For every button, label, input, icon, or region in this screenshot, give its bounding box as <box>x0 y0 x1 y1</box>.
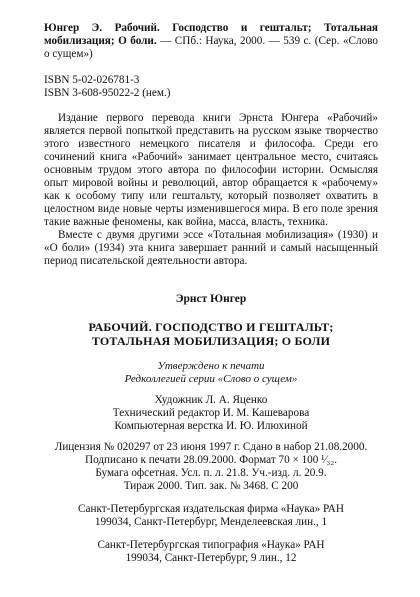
publisher-info <box>44 503 378 529</box>
isbn-block <box>44 74 378 100</box>
annotation-paragraph-1: Издание первого перевода книги Эрнста Юнгера «Рабочий» является первой попыткой представить на русском языке творчество этого известного немецкого писателя и философа. Среди его сочинений книга «Рабочий» занимает центральное место, считаясь основным трудом этого автора по философии истории. Осмысляя опыт мировой войны и революций, автор обращается к «рабочему» как к особому типу или гештальту, который позволяет охватить в целостном виде новые черты изменившегося мира. В его поле зрения такие важные феномены, как война, масса, власть, техника. <box>44 112 378 228</box>
colophon-page <box>44 22 378 565</box>
staff-credits <box>44 394 378 433</box>
license-line-4: Тираж 2000. Тип. зак. № 3468. С 200 <box>123 480 299 492</box>
staff-layout: Компьютерная верстка И. Ю. Илюхиной <box>114 420 308 432</box>
publisher-address: 199034, Санкт-Петербург, Менделеевская лин., 1 <box>94 516 328 528</box>
annotation <box>44 112 378 268</box>
printer-name: Санкт-Петербургская типография «Наука» РАН <box>97 539 325 551</box>
staff-technical-editor: Технический редактор И. М. Кашеварова <box>112 407 310 419</box>
license-line-2: Подписано к печати 28.09.2000. Формат 70 × 100 ¹⁄₃₂. <box>85 454 337 466</box>
book-title-line-1: РАБОЧИЙ. ГОСПОДСТВО И ГЕШТАЛЬТ; <box>88 320 334 334</box>
isbn-russian: ISBN 5-02-026781-3 <box>44 74 140 86</box>
approval-line-2: Редколлегией серии «Слово о сущем» <box>124 373 298 385</box>
bibliographic-record <box>44 22 378 61</box>
printing-details <box>44 441 378 493</box>
isbn-german: ISBN 3-608-95022-2 (нем.) <box>44 87 171 99</box>
bibliographic-lead: Юнгер Э. Рабочий. Господство и гештальт; Тотальная мобилизация; О боли. <box>44 22 378 47</box>
approval-line-1: Утверждено к печати <box>157 360 265 372</box>
printer-info <box>44 539 378 565</box>
bibliographic-details: — СПб.: Наука, 2000. — 539 с. (Сер. «Слово о сущем») <box>44 35 378 60</box>
printer-address: 199034, Санкт-Петербург, 9 лин., 12 <box>125 552 297 564</box>
book-title-line-2: ТОТАЛЬНАЯ МОБИЛИЗАЦИЯ; О БОЛИ <box>91 334 331 348</box>
publisher-name: Санкт-Петербургская издательская фирма «Наука» РАН <box>78 503 344 515</box>
license-line-3: Бумага офсетная. Усл. п. л. 21.8. Уч.-изд. л. 20.9. <box>95 467 327 479</box>
approval-note <box>44 360 378 386</box>
staff-artist: Художник Л. А. Яценко <box>154 394 268 406</box>
book-title <box>44 320 378 348</box>
license-line-1: Лицензия № 020297 от 23 июня 1997 г. Сдано в набор 21.08.2000. <box>54 441 368 453</box>
author-name: Эрнст Юнгер <box>175 293 247 305</box>
annotation-paragraph-2: Вместе с двумя другими эссе «Тотальная мобилизация» (1930) и «О боли» (1934) эта книга завершает ранний и самый насыщенный период писательской деятельности автора. <box>44 229 378 267</box>
